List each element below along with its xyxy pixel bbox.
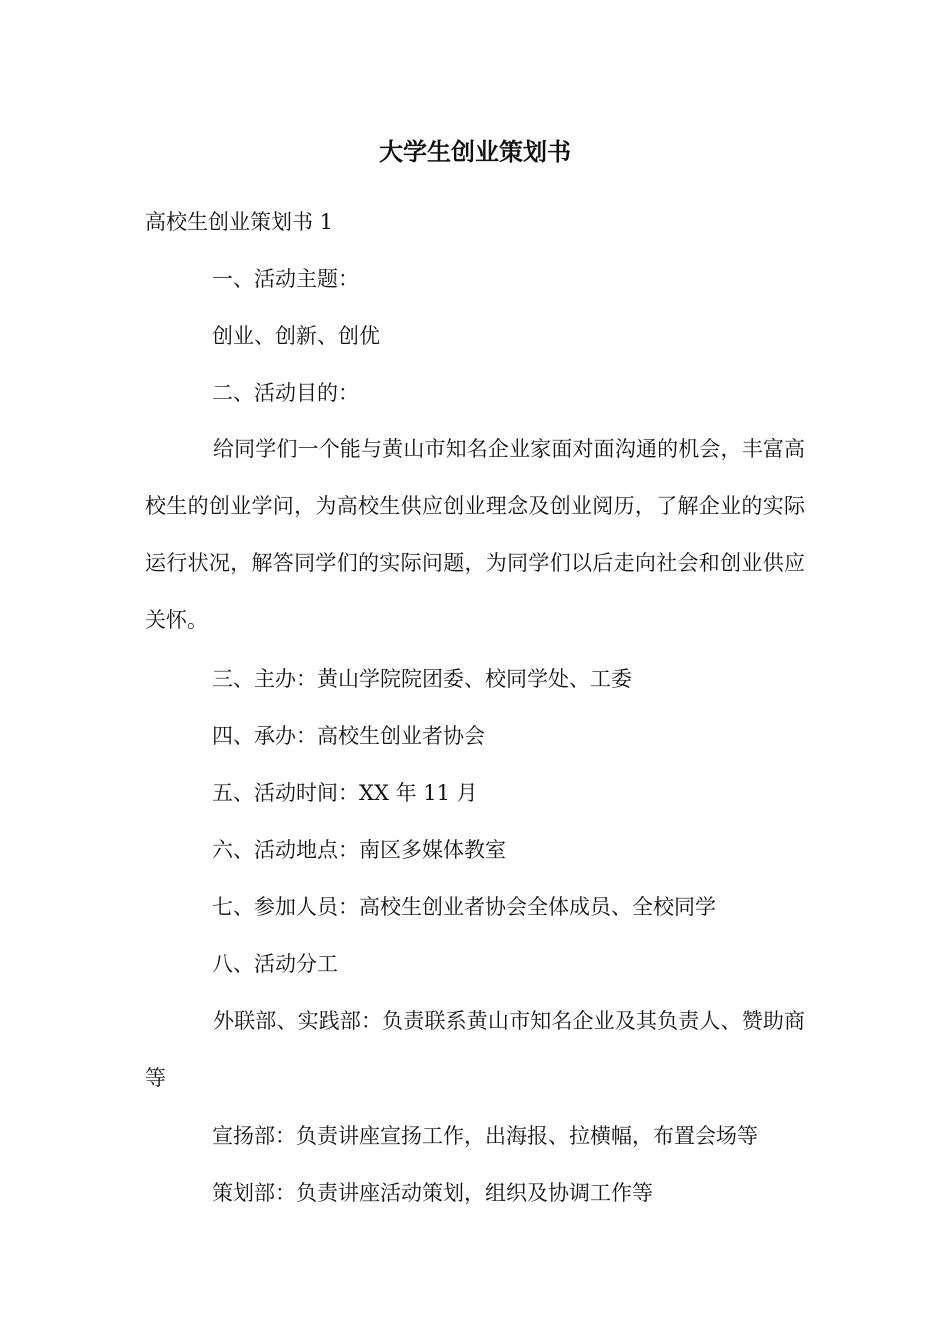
location-line: 六、活动地点：南区多媒体教室	[212, 838, 506, 862]
division-heading: 八、活动分工	[212, 952, 338, 976]
theme-heading: 一、活动主题：	[212, 267, 359, 291]
document-subtitle: 高校生创业策划书 1	[145, 210, 334, 234]
time-line: 五、活动时间：XX 年 11 月	[212, 781, 478, 805]
organizer-line: 三、主办：黄山学院院团委、校同学处、工委	[212, 667, 632, 691]
external-dept-paragraph: 外联部、实践部：负责联系黄山市知名企业及其负责人、赞助商等	[145, 1009, 805, 1090]
purpose-paragraph: 给同学们一个能与黄山市知名企业家面对面沟通的机会，丰富高校生的创业学问，为高校生供应创业理念及创业阅历，了解企业的实际运行状况，解答同学们的实际问题，为同学们以后走向社会和创业供应关怀。	[145, 437, 805, 632]
document-title: 大学生创业策划书	[379, 137, 571, 166]
publicity-dept-line: 宣扬部：负责讲座宣扬工作，出海报、拉横幅，布置会场等	[212, 1124, 758, 1148]
planning-dept-line: 策划部：负责讲座活动策划，组织及协调工作等	[212, 1181, 653, 1205]
participants-line: 七、参加人员：高校生创业者协会全体成员、全校同学	[212, 895, 716, 919]
theme-text: 创业、创新、创优	[212, 324, 380, 348]
purpose-heading: 二、活动目的：	[212, 381, 359, 405]
co-organizer-line: 四、承办：高校生创业者协会	[212, 724, 485, 748]
